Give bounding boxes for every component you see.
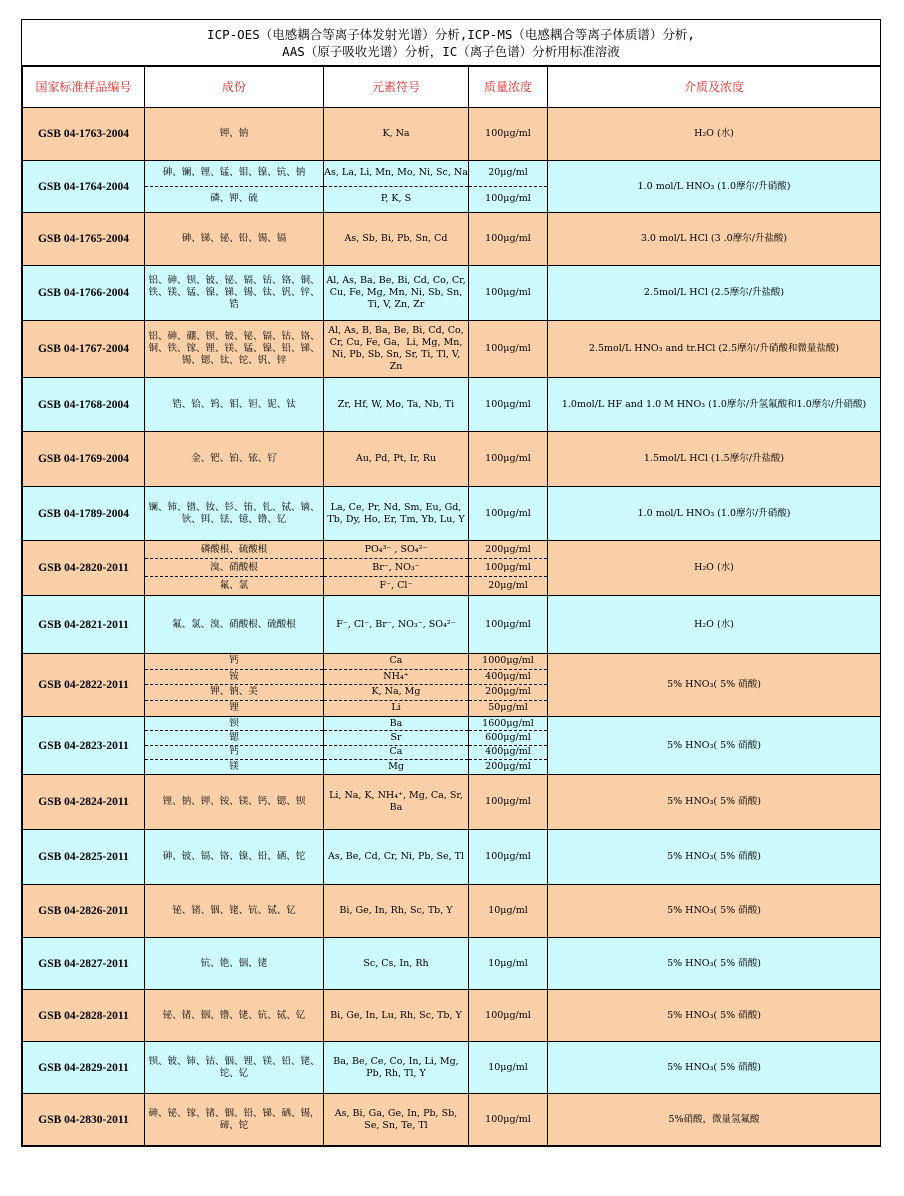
concentration-cell: 100μg/ml bbox=[469, 432, 548, 487]
table-row bbox=[23, 654, 881, 717]
sheet-title bbox=[22, 20, 880, 66]
header-symbols: 元素符号 bbox=[324, 67, 469, 108]
table-row bbox=[23, 1094, 881, 1146]
sym-part: K, Na, Mg bbox=[324, 685, 468, 701]
symbol-cell bbox=[324, 161, 469, 213]
medium-cell: 1.0mol/L HF and 1.0 M HNO₃ (1.0摩尔/升氢氟酸和1.0摩尔/升硝酸) bbox=[548, 378, 881, 432]
conc-part: 200μg/ml bbox=[469, 685, 547, 701]
component-cell: 锂、钠、钾、铵、镁、钙、锶、钡 bbox=[145, 775, 324, 830]
standard-code: GSB 04-2826-2011 bbox=[23, 885, 145, 938]
sym-part: NH₄⁺ bbox=[324, 670, 468, 686]
symbol-cell: Ba, Be, Ce, Co, In, Li, Mg, Pb, Rh, Tl, Y bbox=[324, 1042, 469, 1094]
header-concentration: 质量浓度 bbox=[469, 67, 548, 108]
medium-cell: 1.0 mol/L HNO₃ (1.0摩尔/升硝酸) bbox=[548, 161, 881, 213]
medium-cell: 5% HNO₃( 5% 硝酸) bbox=[548, 990, 881, 1042]
concentration-cell: 10μg/ml bbox=[469, 938, 548, 990]
comp-part: 溴、硝酸根 bbox=[145, 559, 323, 577]
standard-code: GSB 04-2830-2011 bbox=[23, 1094, 145, 1146]
symbol-cell bbox=[324, 654, 469, 717]
symbol-cell: Li, Na, K, NH₄⁺, Mg, Ca, Sr, Ba bbox=[324, 775, 469, 830]
comp-part: 锶 bbox=[145, 731, 323, 745]
component-cell: 钪、铯、铟、铑 bbox=[145, 938, 324, 990]
standard-code: GSB 04-2825-2011 bbox=[23, 830, 145, 885]
concentration-cell: 10μg/ml bbox=[469, 1042, 548, 1094]
medium-cell: 5% HNO₃( 5% 硝酸) bbox=[548, 938, 881, 990]
medium-cell: 5% HNO₃( 5% 硝酸) bbox=[548, 717, 881, 775]
medium-cell: 3.0 mol/L HCl (3 .0摩尔/升盐酸) bbox=[548, 213, 881, 266]
standard-code: GSB 04-1764-2004 bbox=[23, 161, 145, 213]
table-row bbox=[23, 213, 881, 266]
concentration-cell: 100μg/ml bbox=[469, 321, 548, 378]
component-cell bbox=[145, 161, 324, 213]
sym-part: Ca bbox=[324, 654, 468, 670]
table-row bbox=[23, 885, 881, 938]
sym-part: F⁻, Cl⁻ bbox=[379, 580, 413, 591]
component-cell: 钡、铍、铈、钴、铟、锂、镁、铅、铑、铊、钇 bbox=[145, 1042, 324, 1094]
standard-code: GSB 04-1765-2004 bbox=[23, 213, 145, 266]
conc-part: 50μg/ml bbox=[488, 702, 528, 714]
standard-code: GSB 04-2827-2011 bbox=[23, 938, 145, 990]
conc-part: 1600μg/ml bbox=[469, 717, 547, 731]
conc-part: 200μg/ml bbox=[485, 760, 531, 772]
table-row bbox=[23, 321, 881, 378]
component-cell bbox=[145, 717, 324, 775]
concentration-cell: 100μg/ml bbox=[469, 378, 548, 432]
symbol-cell: As, Sb, Bi, Pb, Sn, Cd bbox=[324, 213, 469, 266]
medium-cell: 5% HNO₃( 5% 硝酸) bbox=[548, 775, 881, 830]
table-body bbox=[23, 108, 881, 1146]
conc-part: 400μg/ml bbox=[469, 670, 547, 686]
standards-table bbox=[22, 66, 881, 1146]
concentration-cell: 100μg/ml bbox=[469, 213, 548, 266]
sym-part: As, La, Li, Mn, Mo, Ni, Sc, Na bbox=[324, 161, 468, 187]
medium-cell: 2.5mol/L HCl (2.5摩尔/升盐酸) bbox=[548, 266, 881, 321]
component-cell bbox=[145, 654, 324, 717]
component-cell: 钾、钠 bbox=[145, 108, 324, 161]
component-cell: 氟、氯、溴、硝酸根、硫酸根 bbox=[145, 596, 324, 654]
header-row bbox=[23, 67, 881, 108]
concentration-cell: 100μg/ml bbox=[469, 775, 548, 830]
concentration-cell: 100μg/ml bbox=[469, 830, 548, 885]
conc-part: 1000μg/ml bbox=[469, 654, 547, 670]
component-cell: 铋、锗、铟、铑、钪、铽、钇 bbox=[145, 885, 324, 938]
symbol-cell: Al, As, B, Ba, Be, Bi, Cd, Co, Cr, Cu, Fe, Ga，Li, Mg, Mn, Ni, Pb, Sb, Sn, Sr, Ti, Tl, V, Zn bbox=[324, 321, 469, 378]
header-components: 成份 bbox=[145, 67, 324, 108]
symbol-cell: Sc, Cs, In, Rh bbox=[324, 938, 469, 990]
component-cell: 砷、锑、铋、铅、锡、镉 bbox=[145, 213, 324, 266]
medium-cell: 5% HNO₃( 5% 硝酸) bbox=[548, 885, 881, 938]
concentration-cell bbox=[469, 654, 548, 717]
standard-code: GSB 04-1769-2004 bbox=[23, 432, 145, 487]
symbol-cell: Al, As, Ba, Be, Bi, Cd, Co, Cr, Cu, Fe, Mg, Mn, Ni, Sb, Sn, Ti, V, Zn, Zr bbox=[324, 266, 469, 321]
symbol-cell: Bi, Ge, In, Rh, Sc, Tb, Y bbox=[324, 885, 469, 938]
header-code: 国家标准样品编号 bbox=[23, 67, 145, 108]
table-row bbox=[23, 432, 881, 487]
concentration-cell bbox=[469, 541, 548, 596]
standard-code: GSB 04-2823-2011 bbox=[23, 717, 145, 775]
concentration-cell: 100μg/ml bbox=[469, 596, 548, 654]
comp-part: 磷酸根、硫酸根 bbox=[145, 541, 323, 559]
symbol-cell: La, Ce, Pr, Nd, Sm, Eu, Gd, Tb, Dy, Ho, Er, Tm, Yb, Lu, Y bbox=[324, 487, 469, 541]
comp-part: 铵 bbox=[145, 670, 323, 686]
medium-cell: 2.5mol/L HNO₃ and tr.HCl (2.5摩尔/升硝酸和微量盐酸) bbox=[548, 321, 881, 378]
table-row bbox=[23, 487, 881, 541]
symbol-cell: K, Na bbox=[324, 108, 469, 161]
title-line-2: AAS（原子吸收光谱）分析，IC（离子色谱）分析用标准溶液 bbox=[282, 43, 620, 59]
symbol-cell: F⁻, Cl⁻, Br⁻, NO₃⁻, SO₄²⁻ bbox=[324, 596, 469, 654]
concentration-cell: 100μg/ml bbox=[469, 1094, 548, 1146]
standard-code: GSB 04-2824-2011 bbox=[23, 775, 145, 830]
comp-part: 氟、氯 bbox=[219, 580, 249, 591]
sym-part: PO₄³⁻ , SO₄²⁻ bbox=[324, 541, 468, 559]
comp-part: 锂 bbox=[229, 702, 239, 714]
symbol-cell bbox=[324, 541, 469, 596]
conc-part: 100μg/ml bbox=[469, 559, 547, 577]
component-cell: 镧、铈、镨、钕、钐、铕、钆、铽、镝、钬、铒、铥、镱、镥、钇 bbox=[145, 487, 324, 541]
concentration-cell: 100μg/ml bbox=[469, 108, 548, 161]
concentration-cell bbox=[469, 717, 548, 775]
symbol-cell bbox=[324, 717, 469, 775]
comp-part: 钾、钠、美 bbox=[145, 685, 323, 701]
symbol-cell: Zr, Hf, W, Mo, Ta, Nb, Ti bbox=[324, 378, 469, 432]
standard-code: GSB 04-2822-2011 bbox=[23, 654, 145, 717]
table-row bbox=[23, 830, 881, 885]
table-row bbox=[23, 990, 881, 1042]
concentration-cell: 10μg/ml bbox=[469, 885, 548, 938]
symbol-cell: Bi, Ge, In, Lu, Rh, Sc, Tb, Y bbox=[324, 990, 469, 1042]
standard-code: GSB 04-2828-2011 bbox=[23, 990, 145, 1042]
concentration-cell bbox=[469, 161, 548, 213]
medium-cell: 5% HNO₃( 5% 硝酸) bbox=[548, 830, 881, 885]
comp-part: 钙 bbox=[145, 654, 323, 670]
component-cell: 砷、铍、镉、铬、镍、铅、硒、铊 bbox=[145, 830, 324, 885]
component-cell: 铝、砷、硼、钡、铍、铋、镉、钴、铬、铜、铁、镓、锂、镁、锰、镍、铅、锑、锡、锶、钛、铊、钒、锌 bbox=[145, 321, 324, 378]
symbol-cell: As, Be, Cd, Cr, Ni, Pb, Se, Tl bbox=[324, 830, 469, 885]
standards-sheet bbox=[21, 19, 881, 1147]
sym-part: P, K, S bbox=[380, 193, 412, 205]
standard-code: GSB 04-1767-2004 bbox=[23, 321, 145, 378]
medium-cell: H₂O (水) bbox=[548, 596, 881, 654]
table-row bbox=[23, 1042, 881, 1094]
table-row bbox=[23, 541, 881, 596]
medium-cell: 1.5mol/L HCl (1.5摩尔/升盐酸) bbox=[548, 432, 881, 487]
comp-part: 钙 bbox=[145, 746, 323, 760]
concentration-cell: 100μg/ml bbox=[469, 266, 548, 321]
medium-cell: H₂O (水) bbox=[548, 541, 881, 596]
conc-part: 400μg/ml bbox=[469, 746, 547, 760]
medium-cell: 5% HNO₃( 5% 硝酸) bbox=[548, 1042, 881, 1094]
table-row bbox=[23, 108, 881, 161]
sym-part: Sr bbox=[324, 731, 468, 745]
comp-part: 砷、镧、锂、锰、钼、镍、钪、钠 bbox=[145, 161, 323, 187]
medium-cell: 5%硝酸，微量氢氟酸 bbox=[548, 1094, 881, 1146]
symbol-cell: Au, Pd, Pt, Ir, Ru bbox=[324, 432, 469, 487]
concentration-cell: 100μg/ml bbox=[469, 487, 548, 541]
conc-part: 600μg/ml bbox=[469, 731, 547, 745]
standard-code: GSB 04-2829-2011 bbox=[23, 1042, 145, 1094]
component-cell: 锆、铪、钨、钼、钽、铌、钛 bbox=[145, 378, 324, 432]
sym-part: Mg bbox=[388, 760, 404, 772]
sym-part: Ba bbox=[324, 717, 468, 731]
table-row bbox=[23, 378, 881, 432]
sym-part: Li bbox=[391, 702, 401, 714]
standard-code: GSB 04-1789-2004 bbox=[23, 487, 145, 541]
medium-cell: 5% HNO₃( 5% 硝酸) bbox=[548, 654, 881, 717]
comp-part: 磷、钾、硫 bbox=[210, 193, 258, 205]
sym-part: Br⁻, NO₃⁻ bbox=[324, 559, 468, 577]
component-cell bbox=[145, 541, 324, 596]
concentration-cell: 100μg/ml bbox=[469, 990, 548, 1042]
conc-part: 100μg/ml bbox=[485, 193, 531, 205]
conc-part: 20μg/ml bbox=[488, 580, 528, 591]
table-row bbox=[23, 266, 881, 321]
standard-code: GSB 04-1766-2004 bbox=[23, 266, 145, 321]
title-line-1: ICP-OES（电感耦合等离子体发射光谱）分析,ICP-MS（电感耦合等离子体质谱）分析, bbox=[207, 26, 695, 42]
component-cell: 金、钯、铂、铱、钌 bbox=[145, 432, 324, 487]
standard-code: GSB 04-1768-2004 bbox=[23, 378, 145, 432]
table-row bbox=[23, 775, 881, 830]
component-cell: 砷、铋、镓、锗、铟、铅、锑、硒、锡，碲、铊 bbox=[145, 1094, 324, 1146]
component-cell: 铋、锗、铟、镥、铑、钪、铽、钇 bbox=[145, 990, 324, 1042]
conc-part: 20μg/ml bbox=[469, 161, 547, 187]
sym-part: Ca bbox=[324, 746, 468, 760]
header-medium: 介质及浓度 bbox=[548, 67, 881, 108]
table-row bbox=[23, 717, 881, 775]
comp-part: 镁 bbox=[229, 760, 239, 772]
comp-part: 钡 bbox=[145, 717, 323, 731]
standard-code: GSB 04-1763-2004 bbox=[23, 108, 145, 161]
table-row bbox=[23, 938, 881, 990]
symbol-cell: As, Bi, Ga, Ge, In, Pb, Sb, Se, Sn, Te, Tl bbox=[324, 1094, 469, 1146]
conc-part: 200μg/ml bbox=[469, 541, 547, 559]
standard-code: GSB 04-2820-2011 bbox=[23, 541, 145, 596]
medium-cell: H₂O (水) bbox=[548, 108, 881, 161]
component-cell: 铝、砷、钡、铍、铋、镉、钴、铬、铜、铁、镁、锰、镍、锑、锡、钛、钒、锌、锆 bbox=[145, 266, 324, 321]
table-row bbox=[23, 161, 881, 213]
medium-cell: 1.0 mol/L HNO₃ (1.0摩尔/升硝酸) bbox=[548, 487, 881, 541]
standard-code: GSB 04-2821-2011 bbox=[23, 596, 145, 654]
table-row bbox=[23, 596, 881, 654]
